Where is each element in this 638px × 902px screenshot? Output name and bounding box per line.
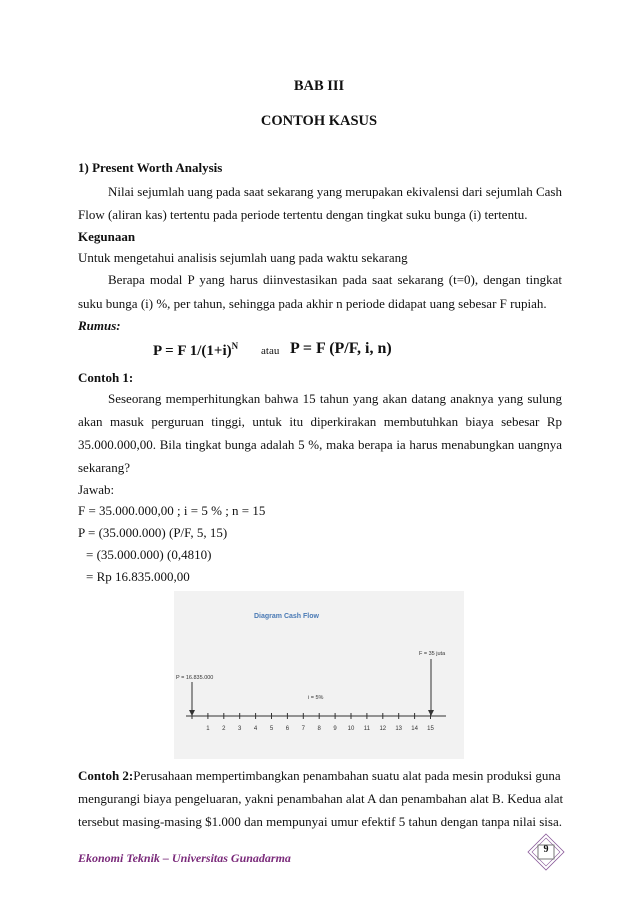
contoh-1-line-3: 35.000.000,00. Bila tingkat bunga adalah 5 %, maka berapa ia harus menabungkan uangnya [78, 437, 562, 452]
contoh-1-line-2: akan masuk perguruan tinggi, untuk itu diperkirakan membutuhkan biaya sebesar Rp [78, 414, 562, 429]
intro-line-1: Nilai sejumlah uang pada saat sekarang yang merupakan ekivalensi dari sejumlah Cash [108, 184, 562, 199]
paragraph-2-line-2: suku bunga (i) %, per tahun, sehingga pada akhir n periode didapat uang sebesar F rupiah. [78, 296, 547, 311]
section-heading: 1) Present Worth Analysis [78, 160, 223, 175]
chapter-title: BAB III [293, 78, 345, 94]
diagram-interest-label: i = 5% [308, 695, 324, 701]
contoh-2-label: Contoh 2: [78, 768, 134, 783]
footer-text: Ekonomi Teknik – Universitas Gunadarma [78, 851, 291, 865]
axis-tick-label: 7 [301, 726, 305, 732]
axis-tick-label: 9 [333, 726, 337, 732]
axis-tick-label: 3 [238, 726, 242, 732]
kegunaan-label: Kegunaan [78, 229, 136, 244]
diagram-f-label: F = 35 juta [419, 651, 446, 657]
axis-tick-label: 15 [427, 726, 434, 732]
axis-tick-label: 5 [269, 726, 274, 732]
page-number-badge [527, 833, 565, 871]
intro-line-2: Flow (aliran kas) tertentu pada periode tertentu dengan tingkat suku bunga (i) tertentu. [78, 207, 528, 222]
contoh-2-line-3: tersebut masing-masing $1.000 dan mempunyai umur efektif 5 tahun dengan tanpa nilai sisa. [78, 814, 562, 829]
formula-or: atau [261, 345, 280, 357]
axis-tick-label: 4 [253, 726, 258, 732]
kegunaan-text: Untuk mengetahui analisis sejumlah uang pada waktu sekarang [78, 250, 408, 265]
axis-tick-label: 2 [222, 726, 226, 732]
axis-tick-label: 12 [379, 726, 387, 732]
calc-result: = Rp 16.835.000,00 [86, 569, 190, 584]
axis-tick-label: 10 [347, 726, 355, 732]
jawab-label: Jawab: [78, 482, 115, 497]
formula-1-text: P = F 1/(1+i) [153, 343, 232, 359]
axis-tick-label: 8 [317, 726, 321, 732]
page-number: 9 [543, 844, 549, 855]
calc-given: F = 35.000.000,00 ; i = 5 % ; n = 15 [78, 503, 266, 518]
cash-flow-diagram [174, 591, 464, 759]
axis-tick-label: 11 [363, 726, 371, 732]
axis-tick-label: 14 [411, 726, 418, 732]
contoh-2-paragraph-line-1 [78, 768, 561, 784]
rumus-label: Rumus: [78, 318, 121, 333]
contoh-1-line-1: Seseorang memperhitungkan bahwa 15 tahun yang akan datang anaknya yang sulung [108, 391, 562, 406]
axis-tick-label: 1 [206, 726, 210, 732]
formula-factor-notation: P = F (P/F, i, n) [290, 340, 392, 357]
axis-tick-label: 6 [285, 726, 290, 732]
formula-present-worth [153, 341, 238, 360]
calc-step-2: = (35.000.000) (0,4810) [86, 547, 212, 562]
contoh-1-label: Contoh 1: [78, 370, 134, 385]
paragraph-2-line-1: Berapa modal P yang harus diinvestasikan pada saat sekarang (t=0), dengan tingkat [108, 272, 562, 287]
formula-1-exponent: N [231, 341, 239, 351]
calc-step-1: P = (35.000.000) (P/F, 5, 15) [78, 525, 228, 540]
axis-tick-label: 13 [395, 726, 403, 732]
cash-flow-diagram-svg [174, 591, 464, 759]
contoh-1-line-4: sekarang? [78, 460, 130, 475]
contoh-2-line-1: Perusahaan mempertimbangkan penambahan suatu alat pada mesin produksi guna [133, 768, 561, 783]
diagram-p-label: P = 16.835.000 [176, 675, 214, 681]
contoh-2-line-2: mengurangi biaya pengeluaran, yakni penambahan alat A dan penambahan alat B. Kedua alat [78, 791, 564, 806]
diagram-title: Diagram Cash Flow [254, 613, 319, 620]
chapter-subtitle: CONTOH KASUS [260, 113, 378, 129]
